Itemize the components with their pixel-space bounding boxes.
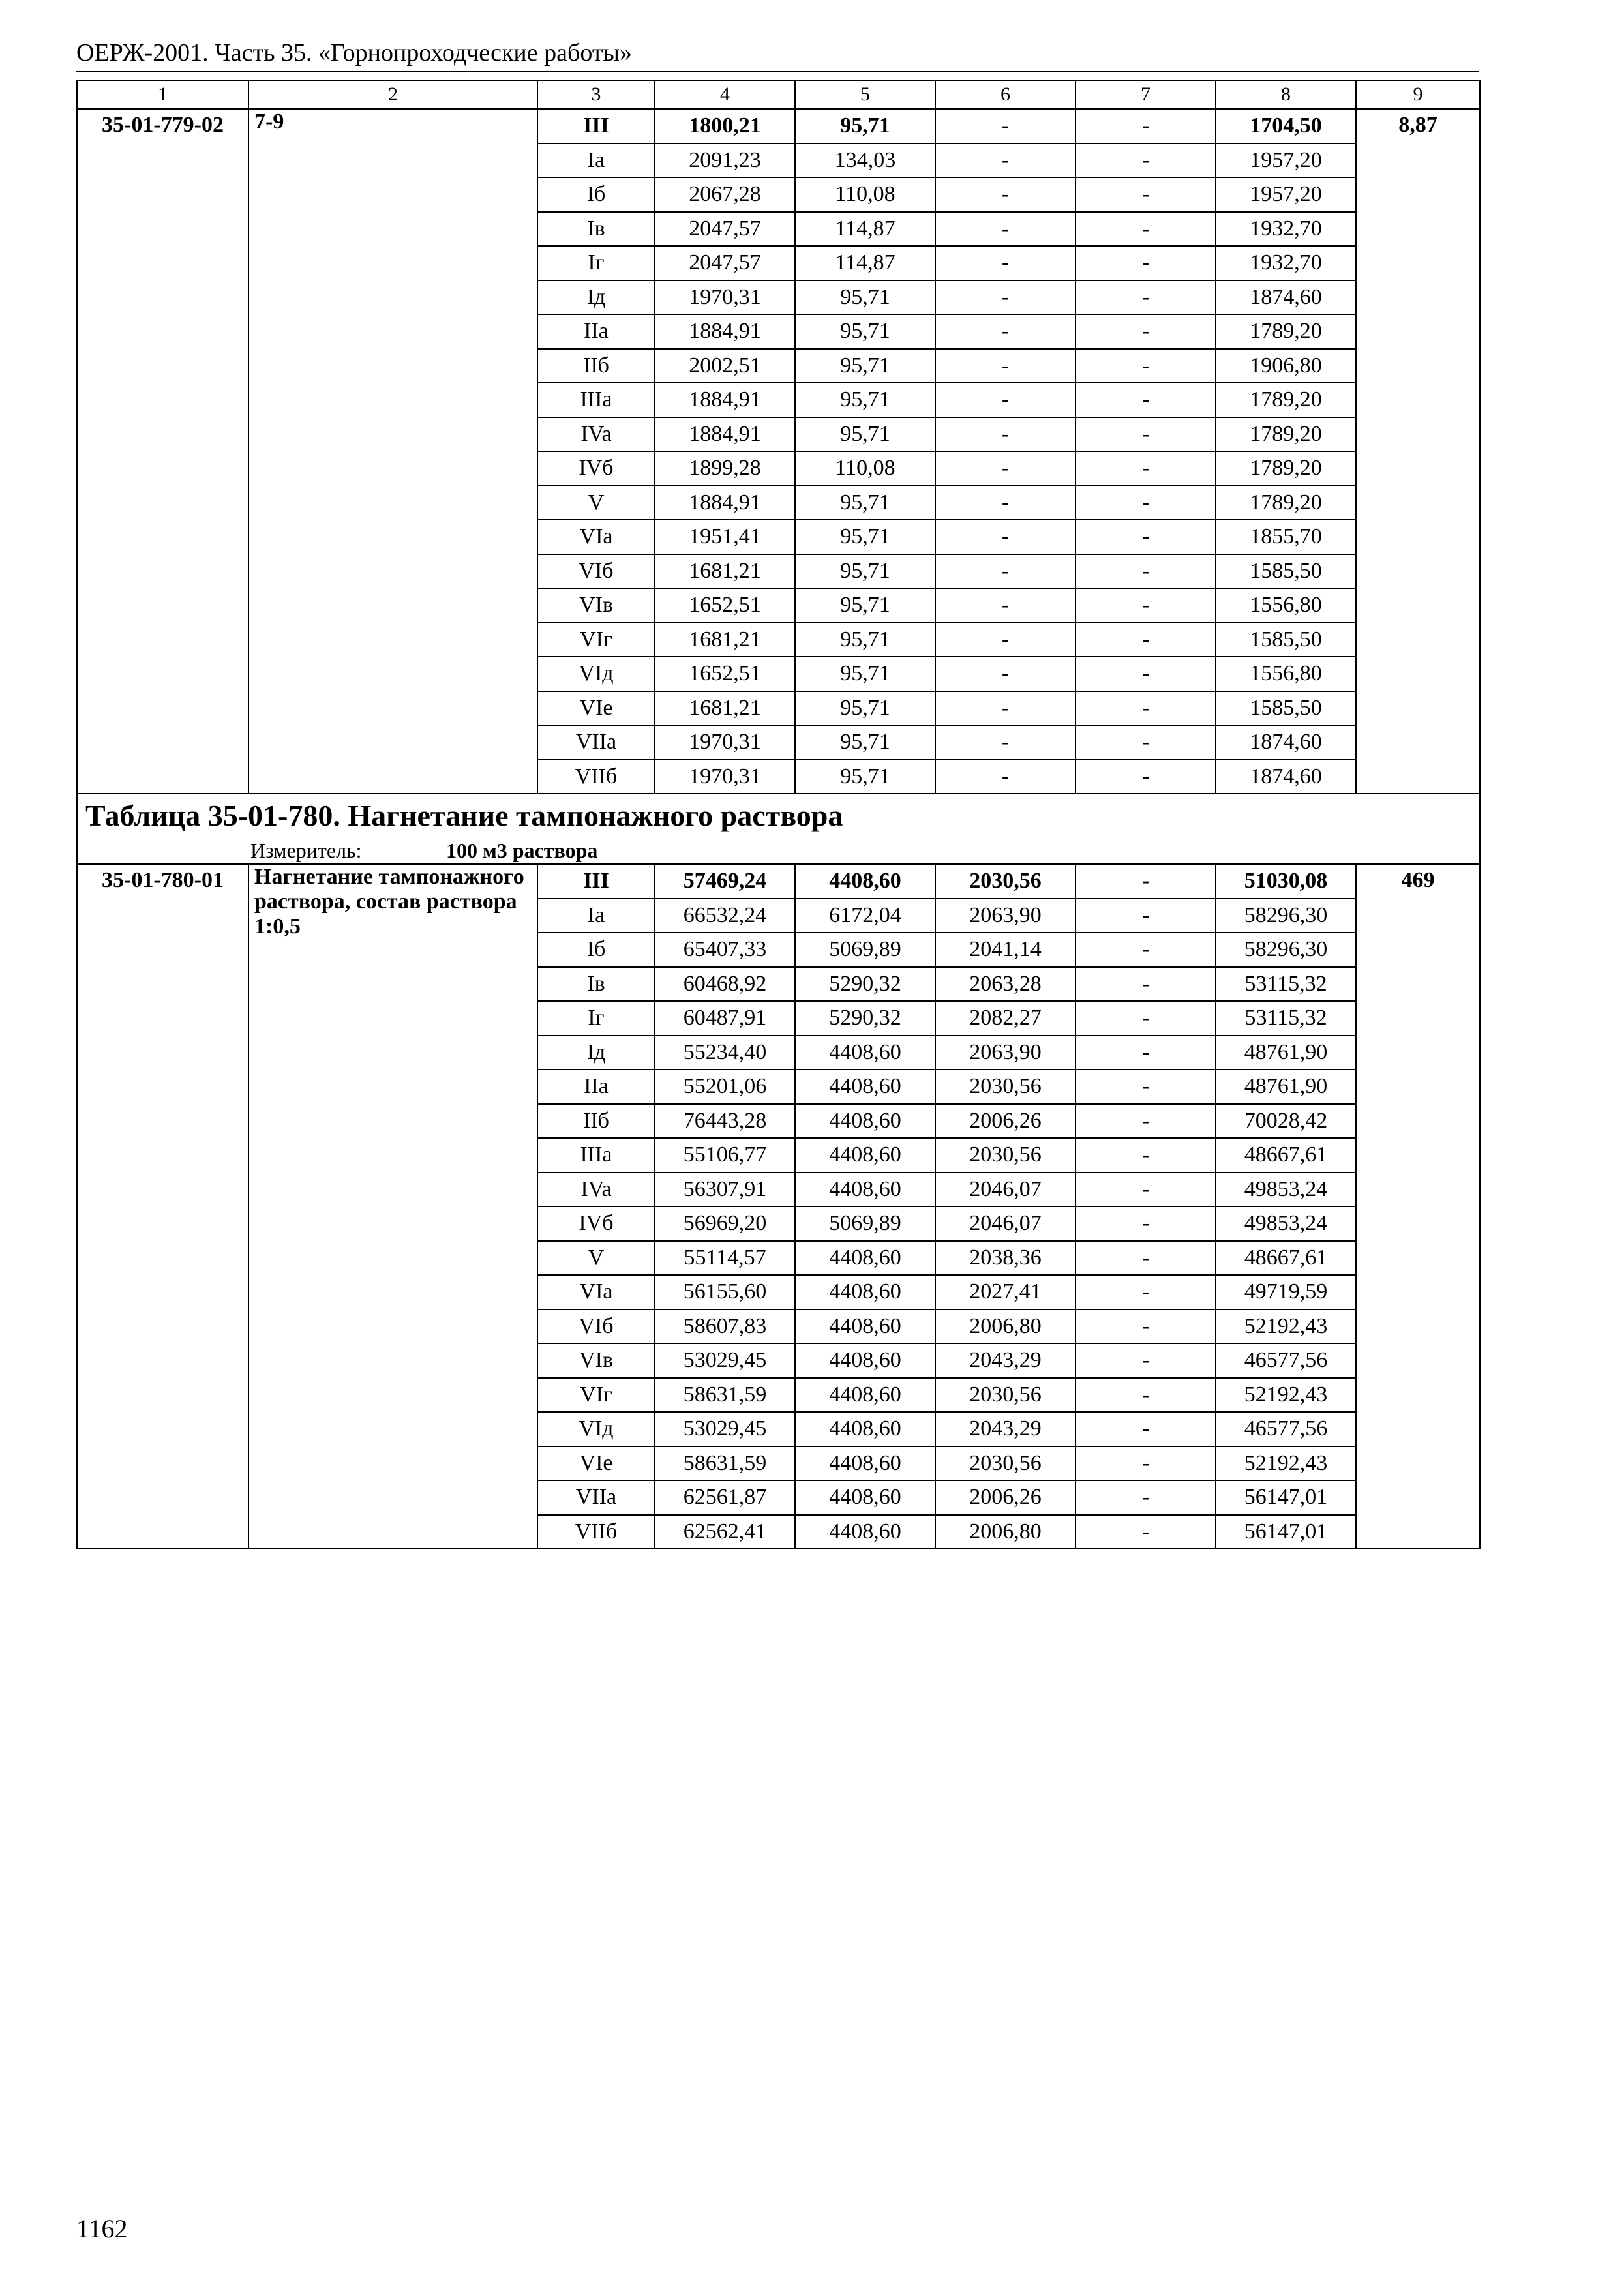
machines-cost: - [935, 725, 1075, 760]
materials-cost: 1855,70 [1216, 520, 1356, 554]
column-number: 4 [655, 80, 795, 109]
price-table [76, 80, 1481, 1549]
wages-cost: 95,71 [795, 109, 935, 143]
zone-cell: IVб [537, 451, 655, 486]
machines-cost: - [935, 349, 1075, 383]
materials-cost: 48761,90 [1216, 1036, 1356, 1070]
materials-cost: 48667,61 [1216, 1138, 1356, 1173]
page-number: 1162 [76, 2214, 128, 2243]
driver-wages: - [1075, 417, 1216, 452]
driver-wages: - [1075, 1036, 1216, 1070]
zone-cell: VIIб [537, 1515, 655, 1549]
materials-cost: 1932,70 [1216, 212, 1356, 247]
machines-cost: 2030,56 [935, 1138, 1075, 1173]
driver-wages: - [1075, 967, 1216, 1002]
zone-cell: IIб [537, 1104, 655, 1139]
materials-cost: 1874,60 [1216, 280, 1356, 315]
wages-cost: 4408,60 [795, 1241, 935, 1276]
machines-cost: 2082,27 [935, 1001, 1075, 1036]
machines-cost: 2030,56 [935, 1446, 1075, 1481]
zone-cell: Iг [537, 1001, 655, 1036]
machines-cost: - [935, 588, 1075, 623]
zone-cell: Iг [537, 246, 655, 280]
driver-wages: - [1075, 760, 1216, 794]
zone-cell: V [537, 486, 655, 520]
zone-cell: VIд [537, 657, 655, 691]
driver-wages: - [1075, 864, 1216, 899]
column-number: 9 [1356, 80, 1480, 109]
machines-cost: 2043,29 [935, 1343, 1075, 1378]
machines-cost: 2063,90 [935, 899, 1075, 933]
total-cost: 62562,41 [655, 1515, 795, 1549]
zone-cell: IIIa [537, 1138, 655, 1173]
wages-cost: 95,71 [795, 760, 935, 794]
total-cost: 1884,91 [655, 383, 795, 417]
total-cost: 2047,57 [655, 212, 795, 247]
wages-cost: 95,71 [795, 417, 935, 452]
zone-cell: VIe [537, 1446, 655, 1481]
wages-cost: 4408,60 [795, 1309, 935, 1344]
materials-cost: 1789,20 [1216, 383, 1356, 417]
wages-cost: 95,71 [795, 691, 935, 726]
wages-cost: 95,71 [795, 314, 935, 349]
total-cost: 53029,45 [655, 1343, 795, 1378]
driver-wages: - [1075, 314, 1216, 349]
table-caption-row [77, 794, 1480, 837]
total-cost: 55201,06 [655, 1070, 795, 1104]
zone-cell: Iб [537, 177, 655, 212]
meter-row [77, 837, 1480, 864]
materials-cost: 53115,32 [1216, 1001, 1356, 1036]
zone-cell: Iд [537, 1036, 655, 1070]
zone-cell: VIб [537, 554, 655, 589]
wages-cost: 95,71 [795, 520, 935, 554]
column-number: 2 [248, 80, 537, 109]
total-cost: 56155,60 [655, 1275, 795, 1309]
driver-wages: - [1075, 212, 1216, 247]
total-cost: 1970,31 [655, 760, 795, 794]
total-cost: 1681,21 [655, 623, 795, 657]
total-cost: 2067,28 [655, 177, 795, 212]
total-cost: 2047,57 [655, 246, 795, 280]
wages-cost: 110,08 [795, 451, 935, 486]
machines-cost: 2041,14 [935, 933, 1075, 967]
wages-cost: 110,08 [795, 177, 935, 212]
driver-wages: - [1075, 1104, 1216, 1139]
wages-cost: 5069,89 [795, 1206, 935, 1241]
zone-cell: IIIa [537, 383, 655, 417]
machines-cost: - [935, 212, 1075, 247]
zone-cell: Iв [537, 967, 655, 1002]
machines-cost: 2006,26 [935, 1480, 1075, 1515]
materials-cost: 1789,20 [1216, 451, 1356, 486]
total-cost: 76443,28 [655, 1104, 795, 1139]
driver-wages: - [1075, 1515, 1216, 1549]
materials-cost: 1789,20 [1216, 486, 1356, 520]
wages-cost: 95,71 [795, 349, 935, 383]
driver-wages: - [1075, 143, 1216, 178]
meter-cell [77, 837, 1480, 864]
wages-cost: 4408,60 [795, 1173, 935, 1207]
zone-cell: VIIa [537, 1480, 655, 1515]
driver-wages: - [1075, 486, 1216, 520]
rate-name: Нагнетание тампонажного раствора, состав раствора 1:0,5 [248, 864, 537, 1549]
driver-wages: - [1075, 1343, 1216, 1378]
rate-code: 35-01-779-02 [77, 109, 248, 794]
driver-wages: - [1075, 588, 1216, 623]
zone-cell: VIa [537, 1275, 655, 1309]
machines-cost: 2030,56 [935, 864, 1075, 899]
total-cost: 56969,20 [655, 1206, 795, 1241]
total-cost: 53029,45 [655, 1412, 795, 1446]
materials-cost: 53115,32 [1216, 967, 1356, 1002]
wages-cost: 5290,32 [795, 1001, 935, 1036]
column-numbers-row [77, 80, 1480, 109]
total-cost: 1970,31 [655, 280, 795, 315]
machines-cost: 2063,90 [935, 1036, 1075, 1070]
zone-cell: VIIa [537, 725, 655, 760]
zone-cell: IVa [537, 1173, 655, 1207]
driver-wages: - [1075, 554, 1216, 589]
total-cost: 2002,51 [655, 349, 795, 383]
wages-cost: 4408,60 [795, 1104, 935, 1139]
driver-wages: - [1075, 657, 1216, 691]
total-cost: 1652,51 [655, 588, 795, 623]
materials-cost: 48761,90 [1216, 1070, 1356, 1104]
wages-cost: 95,71 [795, 554, 935, 589]
machines-cost: 2043,29 [935, 1412, 1075, 1446]
materials-cost: 48667,61 [1216, 1241, 1356, 1276]
total-cost: 1951,41 [655, 520, 795, 554]
wages-cost: 5069,89 [795, 933, 935, 967]
driver-wages: - [1075, 623, 1216, 657]
total-cost: 1884,91 [655, 314, 795, 349]
zone-cell: IIa [537, 1070, 655, 1104]
machines-cost: 2030,56 [935, 1070, 1075, 1104]
driver-wages: - [1075, 520, 1216, 554]
machines-cost: - [935, 417, 1075, 452]
meter-value: 100 м3 раствора [446, 839, 598, 862]
materials-cost: 1957,20 [1216, 177, 1356, 212]
zone-cell: III [537, 864, 655, 899]
total-cost: 55114,57 [655, 1241, 795, 1276]
driver-wages: - [1075, 177, 1216, 212]
total-cost: 58631,59 [655, 1378, 795, 1413]
total-cost: 65407,33 [655, 933, 795, 967]
materials-cost: 46577,56 [1216, 1412, 1356, 1446]
column-number: 8 [1216, 80, 1356, 109]
zone-cell: VIв [537, 1343, 655, 1378]
zone-cell: VIe [537, 691, 655, 726]
wages-cost: 4408,60 [795, 1070, 935, 1104]
driver-wages: - [1075, 383, 1216, 417]
zone-cell: VIд [537, 1412, 655, 1446]
zone-cell: Iв [537, 212, 655, 247]
driver-wages: - [1075, 1480, 1216, 1515]
table-body [77, 80, 1480, 1549]
machines-cost: - [935, 520, 1075, 554]
machines-cost: - [935, 691, 1075, 726]
zone-cell: Iд [537, 280, 655, 315]
wages-cost: 4408,60 [795, 1480, 935, 1515]
materials-cost: 1585,50 [1216, 691, 1356, 726]
zone-cell: Ia [537, 143, 655, 178]
machines-cost: - [935, 451, 1075, 486]
driver-wages: - [1075, 899, 1216, 933]
materials-cost: 70028,42 [1216, 1104, 1356, 1139]
driver-wages: - [1075, 1378, 1216, 1413]
machines-cost: - [935, 657, 1075, 691]
zone-cell: VIв [537, 588, 655, 623]
machines-cost: - [935, 314, 1075, 349]
wages-cost: 4408,60 [795, 1412, 935, 1446]
materials-cost: 1556,80 [1216, 657, 1356, 691]
machines-cost: 2006,26 [935, 1104, 1075, 1139]
machines-cost: - [935, 760, 1075, 794]
total-cost: 1970,31 [655, 725, 795, 760]
zone-cell: IVa [537, 417, 655, 452]
driver-wages: - [1075, 1412, 1216, 1446]
total-cost: 55234,40 [655, 1036, 795, 1070]
driver-wages: - [1075, 725, 1216, 760]
machines-cost: 2027,41 [935, 1275, 1075, 1309]
total-cost: 1884,91 [655, 486, 795, 520]
driver-wages: - [1075, 1446, 1216, 1481]
total-cost: 2091,23 [655, 143, 795, 178]
zone-cell: IIa [537, 314, 655, 349]
machines-cost: 2046,07 [935, 1206, 1075, 1241]
machines-cost: - [935, 143, 1075, 178]
zone-cell: VIб [537, 1309, 655, 1344]
wages-cost: 95,71 [795, 280, 935, 315]
wages-cost: 4408,60 [795, 1275, 935, 1309]
machines-cost: 2063,28 [935, 967, 1075, 1002]
materials-cost: 1932,70 [1216, 246, 1356, 280]
labor-cost: 469 [1356, 864, 1480, 1549]
machines-cost: - [935, 383, 1075, 417]
wages-cost: 95,71 [795, 486, 935, 520]
total-cost: 58607,83 [655, 1309, 795, 1344]
zone-cell: VIa [537, 520, 655, 554]
total-cost: 57469,24 [655, 864, 795, 899]
zone-cell: Iб [537, 933, 655, 967]
wages-cost: 95,71 [795, 623, 935, 657]
materials-cost: 1585,50 [1216, 623, 1356, 657]
total-cost: 55106,77 [655, 1138, 795, 1173]
materials-cost: 52192,43 [1216, 1446, 1356, 1481]
machines-cost: - [935, 623, 1075, 657]
wages-cost: 4408,60 [795, 1515, 935, 1549]
wages-cost: 4408,60 [795, 864, 935, 899]
total-cost: 56307,91 [655, 1173, 795, 1207]
wages-cost: 5290,32 [795, 967, 935, 1002]
header-rule [76, 71, 1479, 72]
total-cost: 58631,59 [655, 1446, 795, 1481]
materials-cost: 49853,24 [1216, 1173, 1356, 1207]
wages-cost: 4408,60 [795, 1138, 935, 1173]
machines-cost: 2030,56 [935, 1378, 1075, 1413]
wages-cost: 114,87 [795, 212, 935, 247]
machines-cost: - [935, 486, 1075, 520]
wages-cost: 4408,60 [795, 1378, 935, 1413]
total-cost: 1884,91 [655, 417, 795, 452]
driver-wages: - [1075, 246, 1216, 280]
wages-cost: 95,71 [795, 725, 935, 760]
zone-cell: IVб [537, 1206, 655, 1241]
table-row [77, 109, 1480, 143]
machines-cost: 2046,07 [935, 1173, 1075, 1207]
zone-cell: Ia [537, 899, 655, 933]
machines-cost: 2006,80 [935, 1515, 1075, 1549]
wages-cost: 114,87 [795, 246, 935, 280]
driver-wages: - [1075, 1173, 1216, 1207]
column-number: 7 [1075, 80, 1216, 109]
wages-cost: 6172,04 [795, 899, 935, 933]
driver-wages: - [1075, 1206, 1216, 1241]
driver-wages: - [1075, 1275, 1216, 1309]
driver-wages: - [1075, 280, 1216, 315]
machines-cost: - [935, 109, 1075, 143]
column-number: 1 [77, 80, 248, 109]
zone-cell: VIIб [537, 760, 655, 794]
materials-cost: 1874,60 [1216, 725, 1356, 760]
materials-cost: 52192,43 [1216, 1378, 1356, 1413]
materials-cost: 1585,50 [1216, 554, 1356, 589]
column-number: 5 [795, 80, 935, 109]
zone-cell: III [537, 109, 655, 143]
materials-cost: 49853,24 [1216, 1206, 1356, 1241]
total-cost: 60487,91 [655, 1001, 795, 1036]
column-number: 3 [537, 80, 655, 109]
materials-cost: 51030,08 [1216, 864, 1356, 899]
driver-wages: - [1075, 1241, 1216, 1276]
total-cost: 1652,51 [655, 657, 795, 691]
driver-wages: - [1075, 1138, 1216, 1173]
zone-cell: VIг [537, 623, 655, 657]
total-cost: 1800,21 [655, 109, 795, 143]
total-cost: 1899,28 [655, 451, 795, 486]
materials-cost: 49719,59 [1216, 1275, 1356, 1309]
machines-cost: - [935, 177, 1075, 212]
wages-cost: 95,71 [795, 383, 935, 417]
wages-cost: 4408,60 [795, 1036, 935, 1070]
materials-cost: 58296,30 [1216, 933, 1356, 967]
materials-cost: 58296,30 [1216, 899, 1356, 933]
materials-cost: 1789,20 [1216, 314, 1356, 349]
materials-cost: 1874,60 [1216, 760, 1356, 794]
materials-cost: 56147,01 [1216, 1480, 1356, 1515]
total-cost: 1681,21 [655, 554, 795, 589]
zone-cell: VIг [537, 1378, 655, 1413]
labor-cost: 8,87 [1356, 109, 1480, 794]
page-header: ОЕРЖ-2001. Часть 35. «Горнопроходческие работы» [76, 39, 632, 67]
materials-cost: 1556,80 [1216, 588, 1356, 623]
machines-cost: 2006,80 [935, 1309, 1075, 1344]
column-number: 6 [935, 80, 1075, 109]
total-cost: 1681,21 [655, 691, 795, 726]
machines-cost: - [935, 280, 1075, 315]
machines-cost: - [935, 246, 1075, 280]
wages-cost: 95,71 [795, 588, 935, 623]
materials-cost: 46577,56 [1216, 1343, 1356, 1378]
table-row [77, 864, 1480, 899]
wages-cost: 4408,60 [795, 1343, 935, 1378]
rate-name: 7-9 [248, 109, 537, 794]
materials-cost: 1704,50 [1216, 109, 1356, 143]
driver-wages: - [1075, 1070, 1216, 1104]
total-cost: 66532,24 [655, 899, 795, 933]
driver-wages: - [1075, 933, 1216, 967]
driver-wages: - [1075, 451, 1216, 486]
driver-wages: - [1075, 691, 1216, 726]
materials-cost: 1789,20 [1216, 417, 1356, 452]
table-title: Таблица 35-01-780. Нагнетание тампонажного раствора [77, 794, 1480, 837]
machines-cost: 2038,36 [935, 1241, 1075, 1276]
meter-label: Измеритель: [250, 839, 362, 862]
machines-cost: - [935, 554, 1075, 589]
driver-wages: - [1075, 1309, 1216, 1344]
zone-cell: V [537, 1241, 655, 1276]
materials-cost: 52192,43 [1216, 1309, 1356, 1344]
wages-cost: 95,71 [795, 657, 935, 691]
materials-cost: 1906,80 [1216, 349, 1356, 383]
total-cost: 62561,87 [655, 1480, 795, 1515]
materials-cost: 56147,01 [1216, 1515, 1356, 1549]
rate-code: 35-01-780-01 [77, 864, 248, 1549]
wages-cost: 4408,60 [795, 1446, 935, 1481]
zone-cell: IIб [537, 349, 655, 383]
materials-cost: 1957,20 [1216, 143, 1356, 178]
driver-wages: - [1075, 349, 1216, 383]
wages-cost: 134,03 [795, 143, 935, 178]
driver-wages: - [1075, 109, 1216, 143]
driver-wages: - [1075, 1001, 1216, 1036]
total-cost: 60468,92 [655, 967, 795, 1002]
